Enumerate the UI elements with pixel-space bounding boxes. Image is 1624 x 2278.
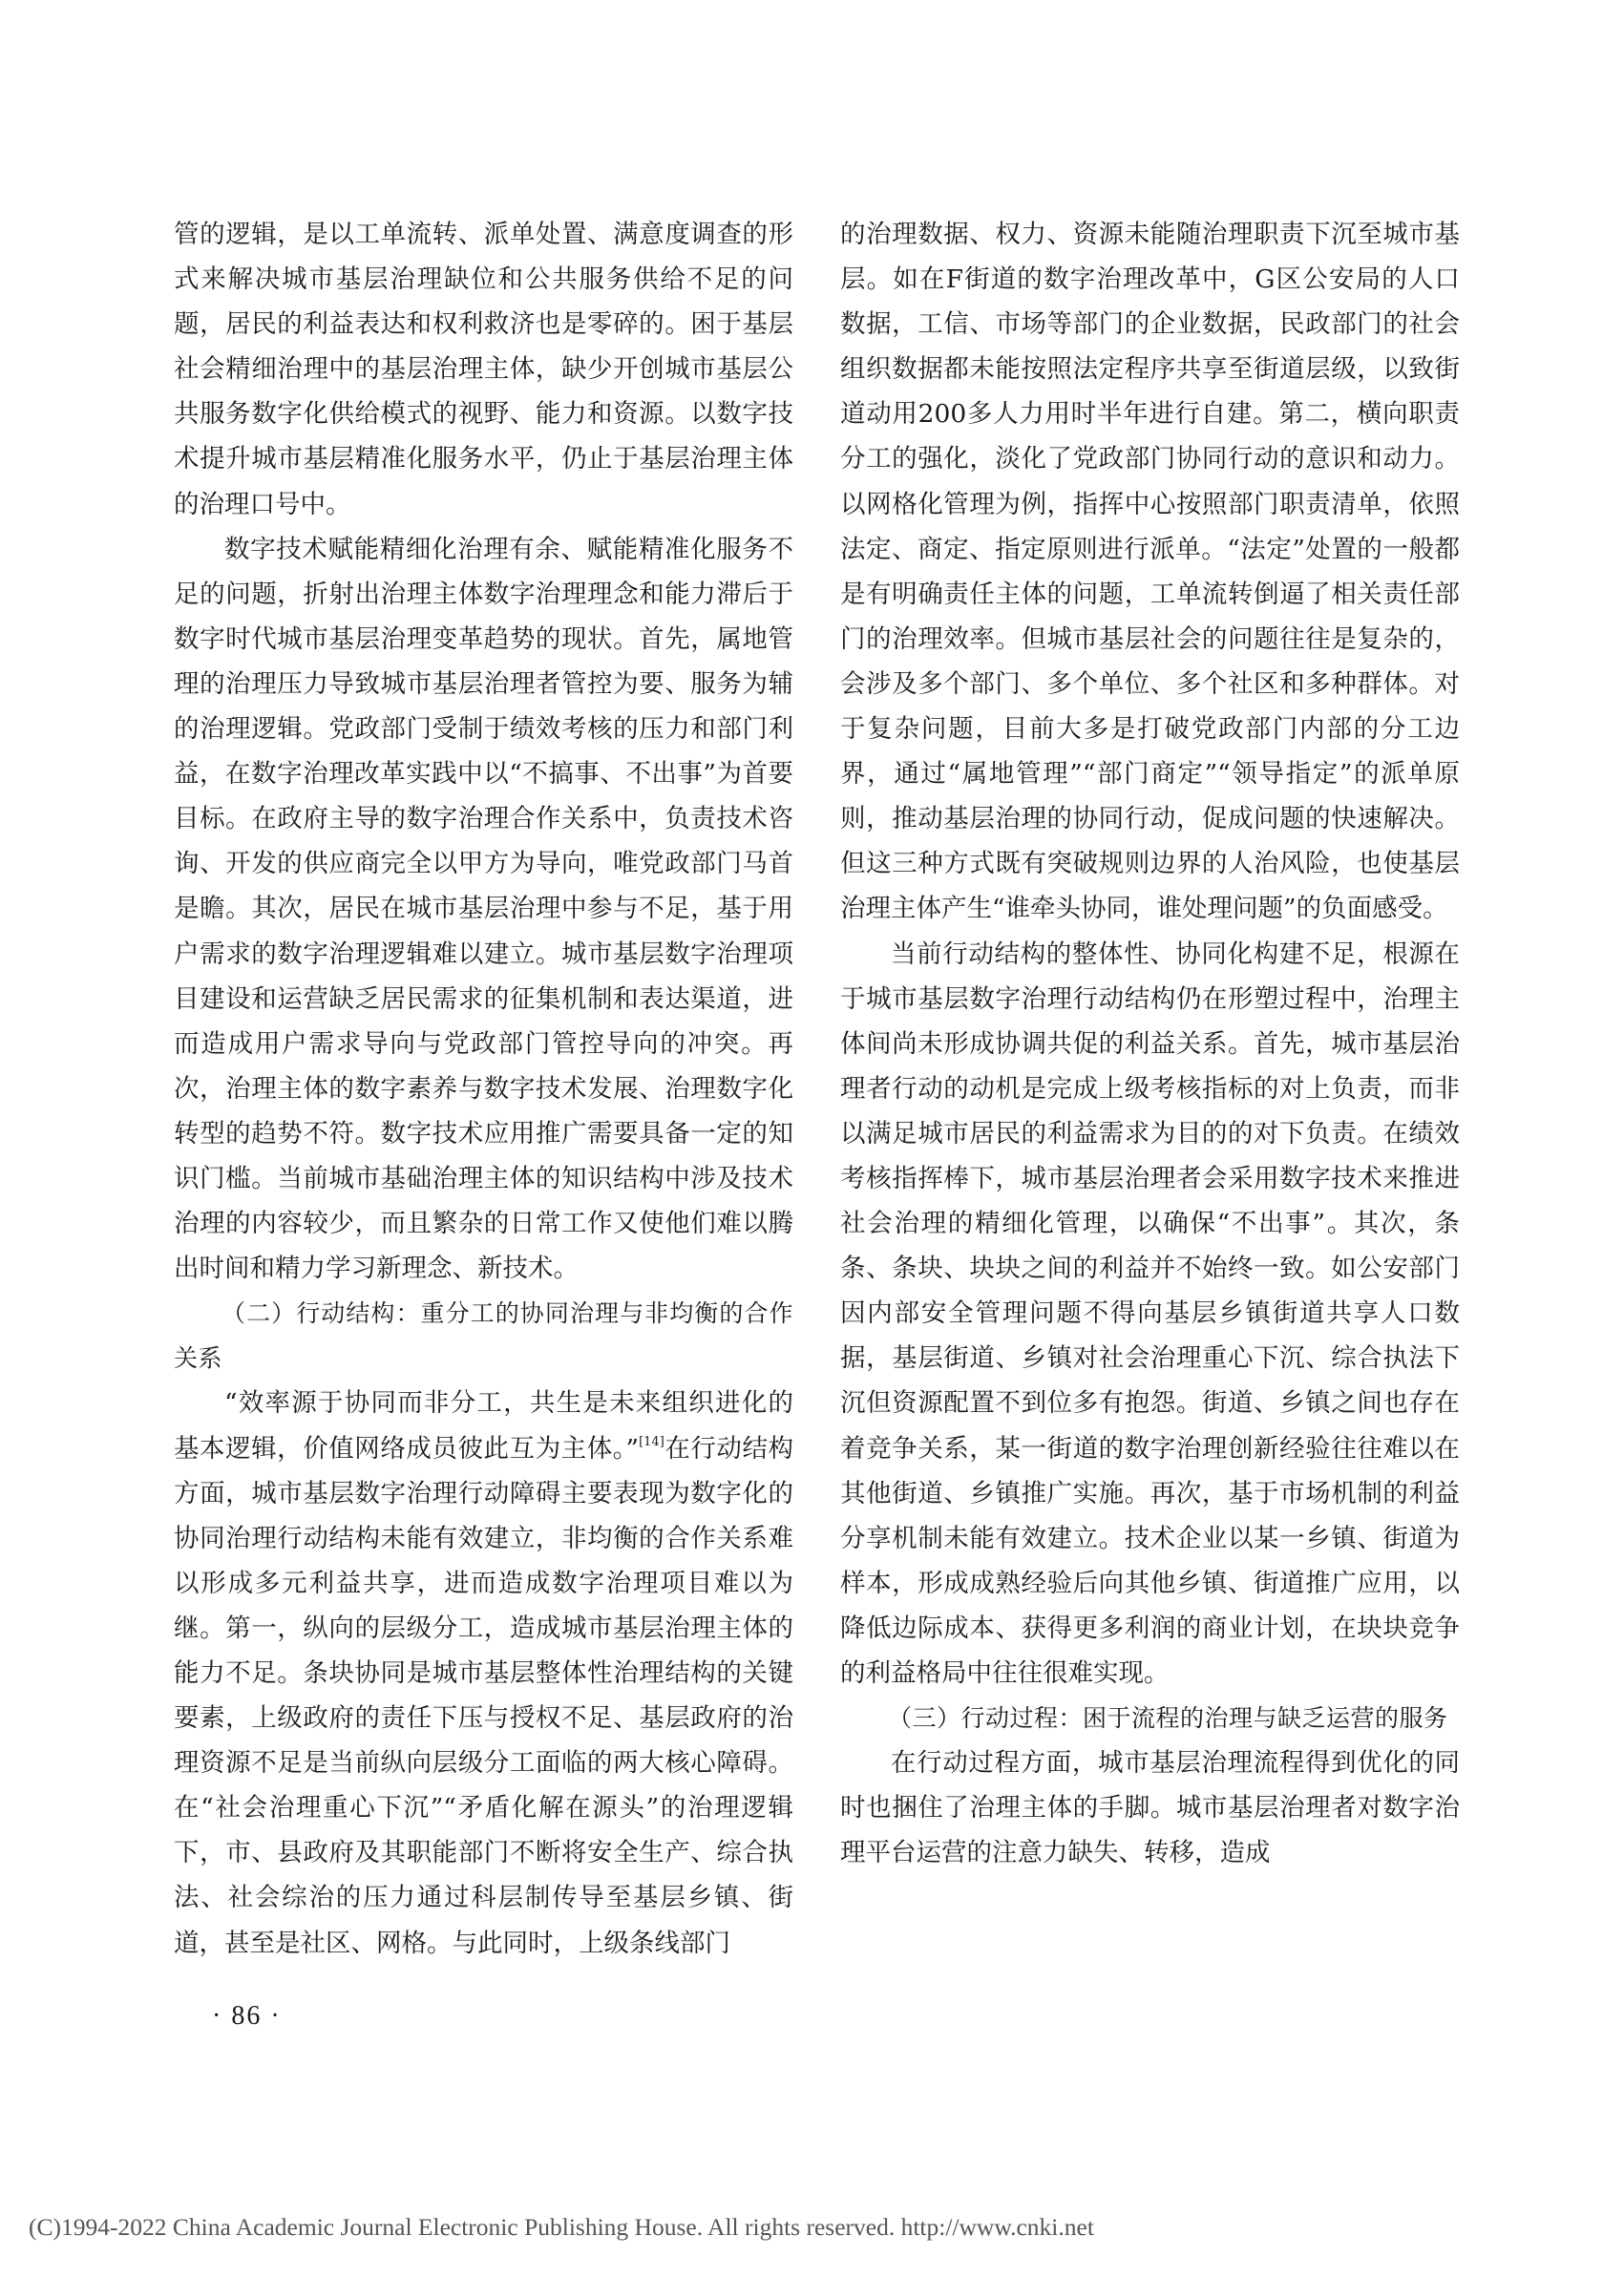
paragraph-body: 在行动结构方面，城市基层数字治理行动障碍主要表现为数字化的协同治理行动结构未能有效建立，非均衡的合作关系难以形成多元利益共享，进而造成数字治理项目难以为继。第一，纵向的层级分工，造成城市基层治理主体的能力不足。条块协同是城市基层整体性治理结构的关键要素，上级政府的责任下压与授权不足、基层政府的治理资源不足是当前纵向层级分工面临的两大核心障碍。在“社会治理重心下沉”“矛盾化解在源头”的治理逻辑下，市、县政府及其职能部门不断将安全生产、综合执法、社会综治的压力通过科层制传导至基层乡镇、街道，甚至是社区、网格。与此同时，上级条线部门 xyxy=(174,1433,793,1958)
copyright-footer: (C)1994-2022 China Academic Journal Electronic Publishing House. All rights reserved. http://www.cnki.net xyxy=(29,2213,1094,2241)
section-heading-2: （二）行动结构：重分工的协同治理与非均衡的合作关系 xyxy=(174,1299,793,1373)
page-number: · 86 · xyxy=(212,2001,282,2031)
left-column xyxy=(174,212,793,1966)
left-paragraph-2: 数字技术赋能精细化治理有余、赋能精准化服务不足的问题，折射出治理主体数字治理理念和能力滞后于数字时代城市基层治理变革趋势的现状。首先，属地管理的治理压力导致城市基层治理者管控为要、服务为辅的治理逻辑。党政部门受制于绩效考核的压力和部门利益，在数字治理改革实践中以“不搞事、不出事”为首要目标。在政府主导的数字治理合作关系中，负责技术咨询、开发的供应商完全以甲方为导向，唯党政部门马首是瞻。其次，居民在城市基层治理中参与不足，基于用户需求的数字治理逻辑难以建立。城市基层数字治理项目建设和运营缺乏居民需求的征集机制和表达渠道，进而造成用户需求导向与党政部门管控导向的冲突。再次，治理主体的数字素养与数字技术发展、治理数字化转型的趋势不符。数字技术应用推广需要具备一定的知识门槛。当前城市基础治理主体的知识结构中涉及技术治理的内容较少，而且繁杂的日常工作又使他们难以腾出时间和精力学习新理念、新技术。 xyxy=(174,534,793,1284)
citation-ref: [14] xyxy=(639,1434,664,1449)
left-paragraph-1: 管的逻辑，是以工单流转、派单处置、满意度调查的形式来解决城市基层治理缺位和公共服务供给不足的问题，居民的利益表达和权利救济也是零碎的。困于基层社会精细治理中的基层治理主体，缺少开创城市基层公共服务数字化供给模式的视野、能力和资源。以数字技术提升城市基层精准化服务水平，仍止于基层治理主体的治理口号中。 xyxy=(174,220,793,519)
right-paragraph-2: 当前行动结构的整体性、协同化构建不足，根源在于城市基层数字治理行动结构仍在形塑过程中，治理主体间尚未形成协调共促的利益关系。首先，城市基层治理者行动的动机是完成上级考核指标的对上负责，而非以满足城市居民的利益需求为目的的对下负责。在绩效考核指挥棒下，城市基层治理者会采用数字技术来推进社会治理的精细化管理，以确保“不出事”。其次，条条、条块、块块之间的利益并不始终一致。如公安部门因内部安全管理问题不得向基层乡镇街道共享人口数据，基层街道、乡镇对社会治理重心下沉、综合执法下沉但资源配置不到位多有抱怨。街道、乡镇之间也存在着竞争关系，某一街道的数字治理创新经验往往难以在其他街道、乡镇推广实施。再次，基于市场机制的利益分享机制未能有效建立。技术企业以某一乡镇、街道为样本，形成成熟经验后向其他乡镇、街道推广应用，以降低边际成本、获得更多利润的商业计划，在块块竞争的利益格局中往往很难实现。 xyxy=(840,939,1460,1688)
right-paragraph-1: 的治理数据、权力、资源未能随治理职责下沉至城市基层。如在F街道的数字治理改革中，G区公安局的人口数据，工信、市场等部门的企业数据，民政部门的社会组织数据都未能按照法定程序共享至街道层级，以致街道动用200多人力用时半年进行自建。第二，横向职责分工的强化，淡化了党政部门协同行动的意识和动力。以网格化管理为例，指挥中心按照部门职责清单，依照法定、商定、指定原则进行派单。“法定”处置的一般都是有明确责任主体的问题，工单流转倒逼了相关责任部门的治理效率。但城市基层社会的问题往往是复杂的，会涉及多个部门、多个单位、多个社区和多种群体。对于复杂问题，目前大多是打破党政部门内部的分工边界，通过“属地管理”“部门商定”“领导指定”的派单原则，推动基层治理的协同行动，促成问题的快速解决。但这三种方式既有突破规则边界的人治风险，也使基层治理主体产生“谁牵头协同，谁处理问题”的负面感受。 xyxy=(840,220,1460,924)
right-paragraph-3: 在行动过程方面，城市基层治理流程得到优化的同时也捆住了治理主体的手脚。城市基层治理者对数字治理平台运营的注意力缺失、转移，造成 xyxy=(840,1748,1460,1868)
quote-text: “效率源于协同而非分工，共生是未来组织进化的基本逻辑，价值网络成员彼此互为主体。” xyxy=(174,1388,793,1464)
left-paragraph-3 xyxy=(174,1381,793,1965)
section-heading-3: （三）行动过程：困于流程的治理与缺乏运营的服务 xyxy=(888,1704,1448,1733)
right-column xyxy=(840,212,1460,1875)
